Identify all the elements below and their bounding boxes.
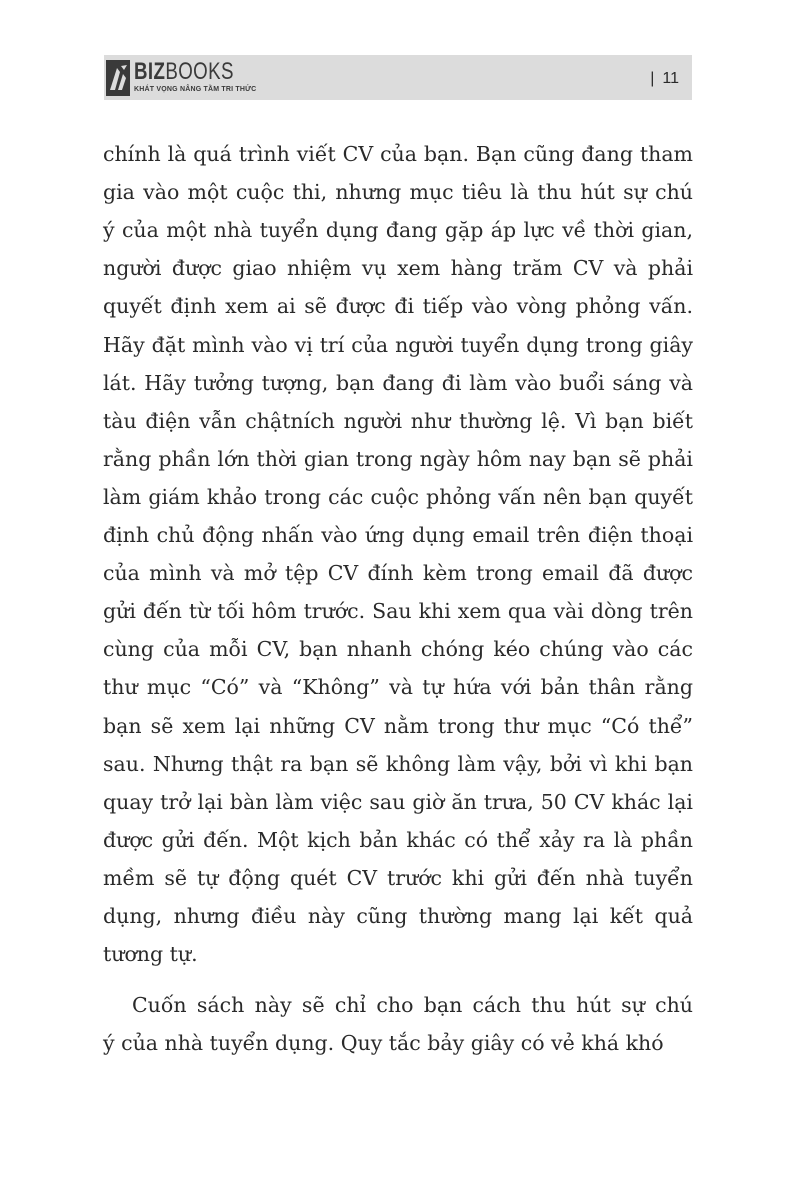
brand-tagline: KHÁT VỌNG NÂNG TẦM TRI THỨC — [134, 86, 257, 93]
text-line: ý của một nhà tuyển dụng đang gặp áp lực về thời gian, — [103, 218, 693, 243]
text-line: gia vào một cuộc thi, nhưng mục tiêu là thu hút sự chú — [103, 180, 693, 205]
text-line: cùng của mỗi CV, bạn nhanh chóng kéo chúng vào các — [103, 637, 693, 662]
text-line: được gửi đến. Một kịch bản khác có thể xảy ra là phần — [103, 827, 693, 852]
text-line: quyết định xem ai sẽ được đi tiếp vào vòng phỏng vấn. — [103, 294, 693, 319]
brand-name — [134, 58, 234, 86]
page-number-separator: | — [650, 70, 655, 87]
text-line: người được giao nhiệm vụ xem hàng trăm CV và phải — [103, 256, 693, 281]
text-line: tương tự. — [103, 942, 198, 967]
text-line: sau. Nhưng thật ra bạn sẽ không làm vậy, bởi vì khi bạn — [103, 751, 693, 776]
text-line: gửi đến từ tối hôm trước. Sau khi xem qua vài dòng trên — [103, 599, 693, 624]
text-line: làm giám khảo trong các cuộc phỏng vấn nên bạn quyết — [103, 484, 693, 509]
text-line: quay trở lại bàn làm việc sau giờ ăn trưa, 50 CV khác lại — [103, 789, 693, 814]
text-line: thư mục “Có” và “Không” và tự hứa với bản thân rằng — [103, 675, 693, 700]
bizbooks-logo-icon — [106, 60, 130, 96]
text-line: rằng phần lớn thời gian trong ngày hôm nay bạn sẽ phải — [103, 446, 693, 471]
text-line: định chủ động nhấn vào ứng dụng email trên điện thoại — [103, 523, 693, 547]
brand-name-regular: BOOKS — [165, 58, 234, 85]
text-line: ý của nhà tuyển dụng. Quy tắc bảy giây có vẻ khá khó — [103, 1031, 664, 1056]
page-number: 11 — [662, 70, 679, 87]
text-line: mềm sẽ tự động quét CV trước khi gửi đến nhà tuyển — [103, 865, 693, 890]
page-number-block — [650, 70, 679, 88]
text-line: Hãy đặt mình vào vị trí của người tuyển dụng trong giây — [103, 332, 693, 357]
text-line: lát. Hãy tưởng tượng, bạn đang đi làm vào buổi sáng và — [103, 370, 693, 395]
text-line: dụng, nhưng điều này cũng thường mang lại kết quả — [103, 904, 693, 928]
text-line: Cuốn sách này sẽ chỉ cho bạn cách thu hút sự chú — [132, 993, 693, 1017]
text-line: chính là quá trình viết CV của bạn. Bạn cũng đang tham — [103, 142, 693, 166]
text-line: tàu điện vẫn chậtních người như thường lệ. Vì bạn biết — [103, 408, 693, 433]
text-line: của mình và mở tệp CV đính kèm trong email đã được — [103, 561, 693, 586]
brand-name-bold: BIZ — [134, 58, 166, 85]
text-line: bạn sẽ xem lại những CV nằm trong thư mục “Có thể” — [103, 713, 693, 738]
